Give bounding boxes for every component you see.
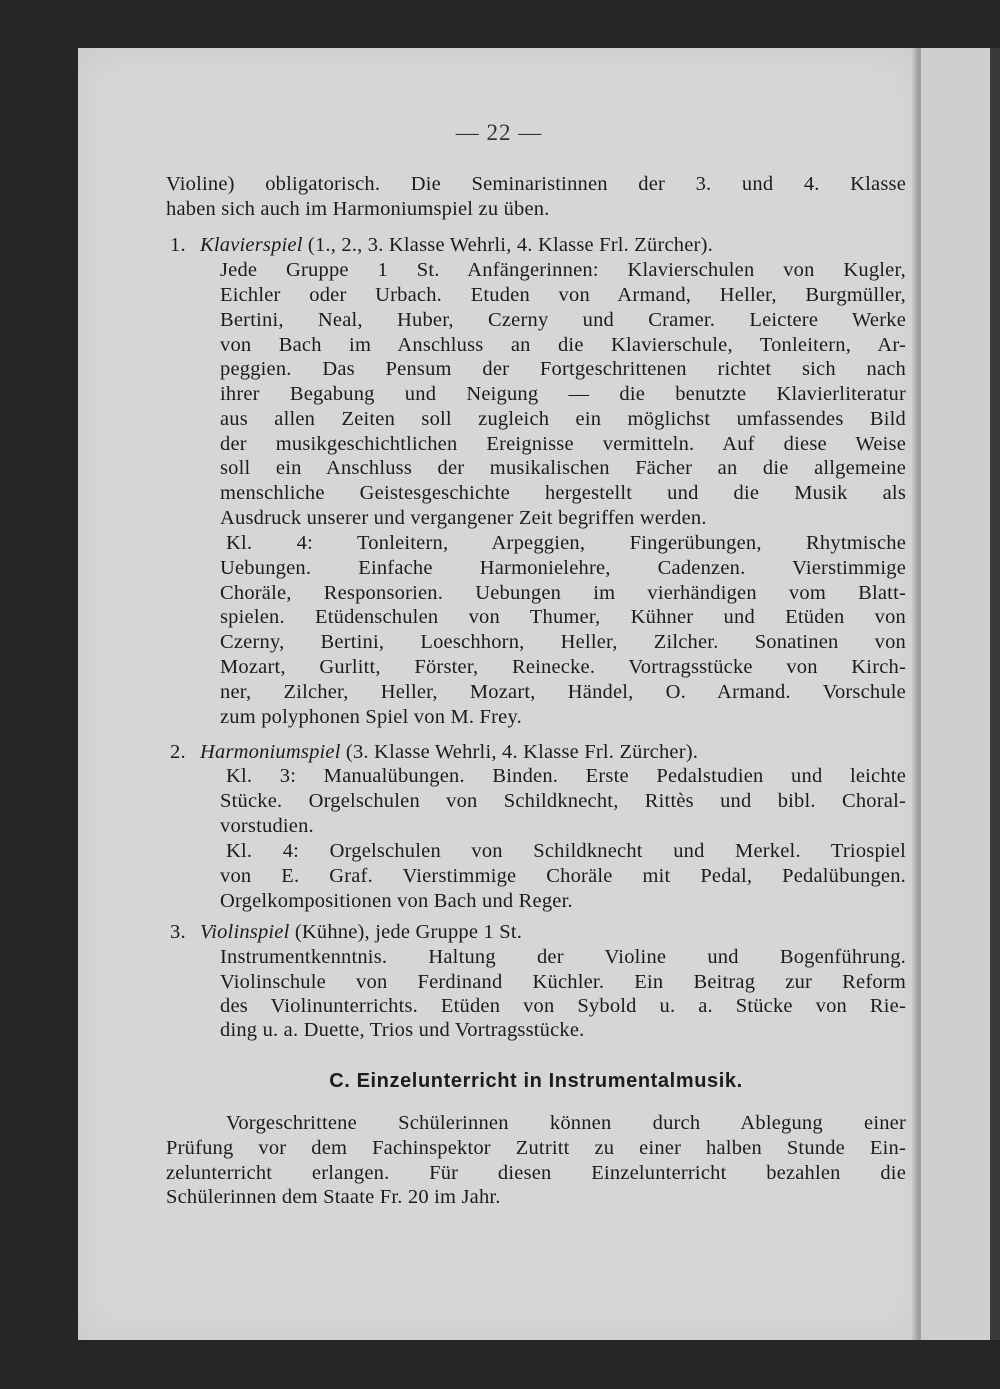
text-line: Violinschule von Ferdinand Küchler. Ein Beitrag zur Reform [220,971,906,993]
text-line: aus allen Zeiten soll zugleich ein möglichst umfassendes Bild [220,408,906,430]
text-line: peggien. Das Pensum der Fortgeschrittenen richtet sich nach [220,358,906,380]
text-line: Schülerinnen dem Staate Fr. 20 im Jahr. [166,1186,501,1208]
list-item-2-header [170,740,698,764]
adjacent-page-edge [921,48,1000,1340]
list-item-heading-text: (Kühne), jede Gruppe 1 St. [289,921,523,943]
text-line: menschliche Geistesgeschichte hergestellt und die Musik als [220,482,906,504]
text-line: Orgelkompositionen von Bach und Reger. [220,890,573,912]
text-line: Instrumentkenntnis. Haltung der Violine und Bogenführung. [220,946,906,968]
list-item-title: Klavierspiel [200,234,303,256]
text-line: Eichler oder Urbach. Etuden von Armand, Heller, Burgmüller, [220,284,906,306]
text-line: Uebungen. Einfache Harmonielehre, Cadenzen. Vierstimmige [220,557,906,579]
text-line: Ausdruck unserer und vergangener Zeit begriffen werden. [220,507,707,529]
text-line: der musikgeschichtlichen Ereignisse vermitteln. Auf diese Weise [220,433,906,455]
text-line: von E. Graf. Vierstimmige Choräle mit Pedal, Pedalübungen. [220,865,906,887]
text-line: haben sich auch im Harmoniumspiel zu üben. [166,198,550,220]
list-item-3-header [170,920,522,944]
text-line: Mozart, Gurlitt, Förster, Reinecke. Vortragsstücke von Kirch- [220,656,906,678]
text-line: ding u. a. Duette, Trios und Vortragsstücke. [220,1019,585,1041]
list-item-heading-text: (1., 2., 3. Klasse Wehrli, 4. Klasse Frl. Zürcher). [302,234,713,256]
text-line: spielen. Etüdenschulen von Thumer, Kühner und Etüden von [220,606,906,628]
text-line: Kl. 4: Tonleitern, Arpeggien, Fingerübungen, Rhytmische [226,532,906,554]
text-line: ihrer Begabung und Neigung — die benutzte Klavierliteratur [220,383,906,405]
text-line: soll ein Anschluss der musikalischen Fächer an die allgemeine [220,457,906,479]
text-line: Prüfung vor dem Fachinspektor Zutritt zu einer halben Stunde Ein- [166,1137,906,1159]
list-item-title: Violinspiel [200,921,290,943]
text-line: Kl. 4: Orgelschulen von Schildknecht und Merkel. Triospiel [226,840,906,862]
text-line: des Violinunterrichts. Etüden von Sybold u. a. Stücke von Rie- [220,995,906,1017]
list-number: 3. [170,921,186,943]
list-number: 1. [170,234,186,256]
text-line: Czerny, Bertini, Loeschhorn, Heller, Zilcher. Sonatinen von [220,631,906,653]
text-line: Kl. 3: Manualübungen. Binden. Erste Pedalstudien und leichte [226,765,906,787]
text-line: Choräle, Responsorien. Uebungen im vierhändigen vom Blatt- [220,582,906,604]
text-line: Vorgeschrittene Schülerinnen können durch Ablegung einer [226,1112,906,1134]
list-number: 2. [170,741,186,763]
text-line: von Bach im Anschluss an die Klavierschule, Tonleitern, Ar- [220,334,906,356]
text-line: Bertini, Neal, Huber, Czerny und Cramer. Leictere Werke [220,309,906,331]
scan-border [990,48,1000,1340]
text-line: Stücke. Orgelschulen von Schildknecht, Rittès und bibl. Choral- [220,790,906,812]
section-heading: C. Einzelunterricht in Instrumentalmusik. [329,1070,743,1092]
text-line: Violine) obligatorisch. Die Seminaristinnen der 3. und 4. Klasse [166,173,906,195]
list-item-title: Harmoniumspiel [200,741,341,763]
list-item-heading-text: (3. Klasse Wehrli, 4. Klasse Frl. Zürcher). [340,741,699,763]
list-item-1-header [170,233,713,257]
text-line: ner, Zilcher, Heller, Mozart, Händel, O. Armand. Vorschule [220,681,906,703]
text-line: zelunterricht erlangen. Für diesen Einzelunterricht bezahlen die [166,1162,906,1184]
page-number: — 22 — [455,120,543,145]
text-line: zum polyphonen Spiel von M. Frey. [220,706,522,728]
book-page [78,48,920,1340]
text-line: Jede Gruppe 1 St. Anfängerinnen: Klavierschulen von Kugler, [220,259,906,281]
text-line: vorstudien. [220,815,314,837]
